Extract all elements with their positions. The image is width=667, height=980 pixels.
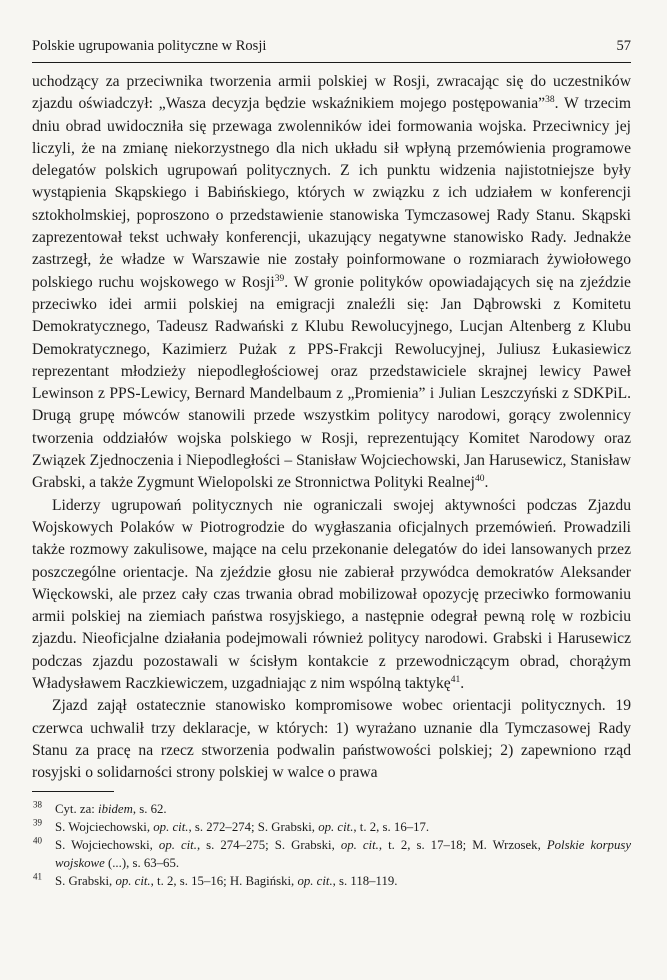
paragraph-1-text-c: . W gronie polityków opowiadających się na zjeździe przeciwko idei armii polskiej na emigracji znaleźli się: Jan Dąbrowski z Komitetu Demokratycznego, Tadeusz Radwański z Klubu Rewolucyjnego, Lucjan Altenberg z Klubu Demokratycznego, Kazimierz Pużak z PPS-Frakcji Rewolucyjnej, Juliusz Łukasiewicz reprezentant młodzieży niepodległościowej oraz przedstawiciele skrajnej lewicy Paweł Lewinson z PPS-Lewicy, Bernard Mandelbaum z „Promienia” i Julian Leszczyński z SDKPiL. Drugą grupę mówców stanowili przede wszystkim politycy narodowi, gorący zwolennicy tworzenia oddziałów wojska polskiego w Rosji, reprezentujący Komitet Narodowy oraz Związek Zjednoczenia i Niepodległości – Stanisław Wojciechowski, Jan Harusewicz, Stanisław Grabski, a także Zygmunt Wielopolski ze Stronnictwa Polityki Realnej — [32, 273, 631, 492]
footnote — [32, 872, 631, 890]
header-rule — [32, 62, 631, 63]
footnote-text: , t. 2, s. 16–17. — [353, 820, 430, 835]
footnote-italic: ibidem — [98, 802, 133, 816]
footnote-text: S. Grabski, — [55, 874, 116, 889]
paragraph-1-text-a: uchodzący za przeciwnika tworzenia armii polskiej w Rosji, zwracając się do uczestników zjazdu oświadczył: „Wasza decyzja będzie wskaźnikiem mojego postępowania” — [32, 73, 631, 113]
footnote-text: , t. 2, s. 15–16; H. Bagiński, — [150, 874, 298, 889]
footnote-italic: op. cit. — [318, 820, 354, 835]
running-title: Polskie ugrupowania polityczne w Rosji — [32, 38, 267, 54]
footnote-text: , s. 274–275; S. Grabski, — [196, 838, 341, 853]
page-number: 57 — [616, 38, 631, 54]
footnote-italic: op. cit. — [297, 874, 333, 889]
footnote-ref-40: 40 — [474, 474, 485, 485]
footnote-text: , s. 62. — [132, 802, 167, 816]
footnote-text: S. Wojciechowski, — [55, 838, 159, 853]
paragraph-2-text-a: Liderzy ugrupowań politycznych nie ograniczali swojej aktywności podczas Zjazdu Wojskowych Polaków w Piotrogrodzie do wygłaszania oficjalnych przemówień. Prowadzili także rozmowy zakulisowe, mające na celu przekonanie delegatów do idei lansowanych przez poszczególne orientacje. Na zjeździe głosu nie zabierał przywódca demokratów Aleksander Więckowski, ale przez cały czas trwania obrad mobilizował opozycję przeciwko formowaniu armii polskiej na ziemiach państwa rosyjskiego, a następnie odegrał pewną rolę w rozbiciu zjazdu. Nieoficjalne działania podejmowali również politycy narodowi. Grabski i Harusewicz podczas zjazdu pozostawali w ścisłym kontakcie z przewodniczącym obrad, chorążym Władysławem Raczkiewiczem, uzgadniając z nim wspólną taktykę — [32, 496, 631, 693]
footnotes — [32, 800, 631, 890]
paragraph-1-text-d: . — [484, 474, 489, 492]
footnote-ref-41: 41 — [450, 674, 461, 685]
footnote-rule — [32, 791, 114, 792]
footnote-italic: op. cit. — [153, 820, 189, 835]
footnote-number: 41 — [33, 872, 42, 883]
footnote-number: 38 — [33, 799, 42, 810]
footnote-italic: op. cit. — [340, 838, 379, 853]
footnote-italic: op. cit. — [158, 838, 197, 853]
paragraph-3: Zjazd zajął ostatecznie stanowisko kompromisowe wobec orientacji politycznych. 19 czerwca uchwalił trzy deklaracje, w których: 1) wyrażano uznanie dla Tymczasowej Rady Stanu za pracę na rzecz stworzenia podwalin państwowości polskiej; 2) zapewniono rząd rosyjski o solidarności strony polskiej w walce o prawa — [32, 697, 631, 782]
footnote-number: 40 — [33, 835, 42, 846]
footnote-italic: op. cit. — [115, 874, 151, 889]
footnote-text: , s. 272–274; S. Grabski, — [188, 820, 319, 835]
footnote-text: (...), s. 63–65. — [104, 856, 180, 871]
footnote-ref-38: 38 — [545, 95, 555, 106]
footnote — [32, 800, 631, 818]
paragraph-1-text-b: . W trzecim dniu obrad uwidoczniła się przewaga zwolenników idei formowania wojska. Przeciwnicy jej liczyli, że na zmianę niekorzystnego dla nich układu sił wpłyną przemówienia programowe delegatów polskich ugrupowań politycznych. Z ich punktu widzenia najistotniejsze były wystąpienia Skąpskiego i Babińskiego, których w związku z ich udziałem w konferencji sztokholmskiej, poproszono o przedstawienie stanowiska Tymczasowej Rady Stanu. Skąpski zaprezentował tekst uchwały konferencji, ukazujący negatywne stanowisko Rady. Jednakże zastrzegł, że władze w Warszawie nie zostały poinformowane o rozmiarach żywiołowego polskiego ruchu wojskowego w Rosji — [32, 95, 631, 291]
footnote-number: 39 — [33, 817, 42, 828]
footnote-text: , t. 2, s. 17–18; M. Wrzosek, — [378, 838, 547, 853]
footnote-text: , s. 118–119. — [332, 874, 398, 889]
footnote-ref-39: 39 — [274, 273, 285, 284]
running-header — [32, 38, 631, 55]
footnote-italic: Polskie korpusy wojskowe — [55, 838, 632, 871]
paragraph-1 — [32, 71, 631, 495]
footnote-text: S. Wojciechowski, — [55, 820, 154, 835]
footnote-text: Cyt. za: — [55, 802, 99, 816]
paragraph-2 — [32, 495, 631, 696]
body-text — [32, 71, 631, 785]
paragraph-2-text-b: . — [460, 675, 465, 693]
footnote — [32, 836, 631, 872]
footnote — [32, 818, 631, 836]
